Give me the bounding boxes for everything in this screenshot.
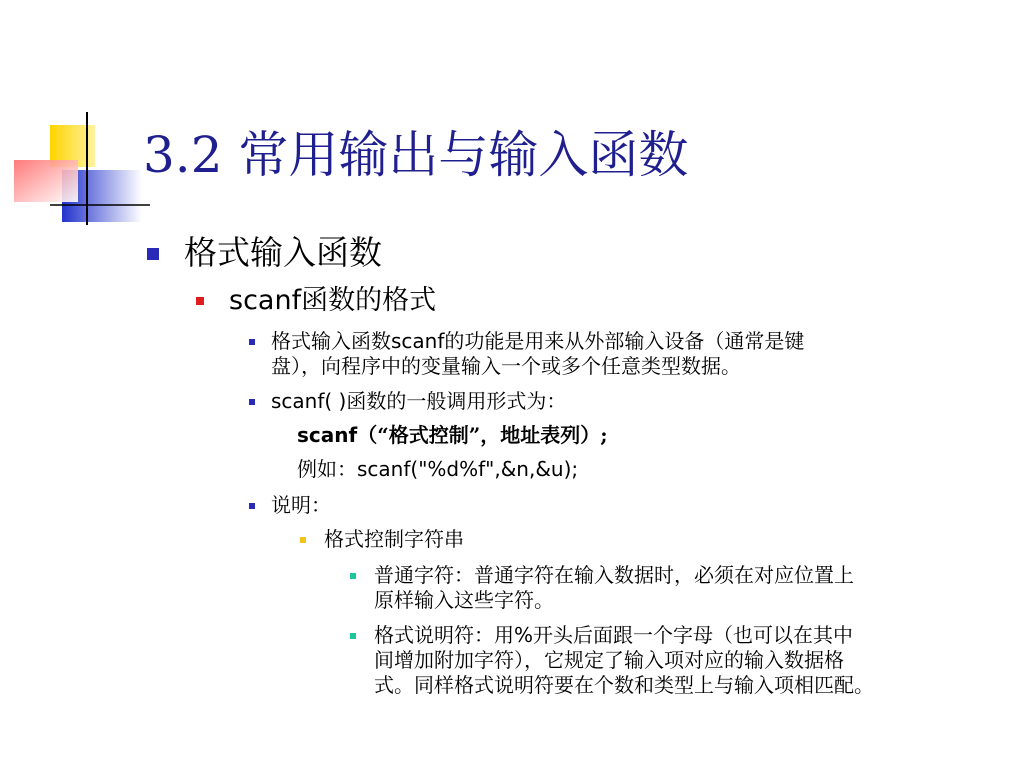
corner-decoration	[0, 0, 150, 240]
text-line-2: 间增加附加字符），它规定了输入项对应的输入数据格	[374, 648, 844, 672]
bullet-ordinary-characters	[350, 563, 854, 613]
bullet-text: 格式控制字符串	[324, 527, 464, 551]
square-bullet-icon	[249, 399, 255, 405]
percent-sign: %	[514, 623, 534, 647]
bullet-explanation	[249, 493, 331, 518]
scanf-call: scanf( )	[271, 389, 347, 413]
example-code: scanf("%d%f",&n,&u);	[357, 457, 579, 481]
bullet-scanf-format	[196, 283, 436, 319]
bullet-text	[374, 623, 874, 698]
bullet-text: 格式输入函数	[184, 233, 382, 272]
bullet-format-specifiers	[350, 623, 874, 698]
text-line-2: 盘），向程序中的变量输入一个或多个任意类型数据。	[271, 354, 741, 378]
bullet-format-input-functions	[147, 232, 382, 274]
text-segment: 格式输入函数	[271, 329, 391, 353]
text-segment: 函数的一般调用形式为：	[346, 389, 567, 413]
text-line-1	[374, 623, 874, 648]
bullet-scanf-general-form	[249, 389, 566, 414]
square-bullet-icon	[249, 339, 255, 345]
square-bullet-icon	[196, 297, 204, 305]
bullet-text: 说明：	[271, 493, 331, 517]
format-text: （“格式控制”，地址表列）;	[357, 423, 608, 447]
bullet-text-rest: 函数的格式	[301, 285, 437, 316]
square-bullet-icon	[350, 573, 356, 579]
scanf-example-line	[297, 457, 578, 482]
square-bullet-icon	[300, 537, 306, 543]
text-segment: 的功能是用来从外部输入设备（通常是键	[444, 329, 805, 353]
text-segment: 开头后面跟一个字母（也可以在其中	[533, 623, 854, 647]
scanf-word: scanf	[391, 329, 445, 353]
bullet-text	[229, 283, 436, 319]
scanf-word: scanf	[297, 423, 358, 447]
square-bullet-icon	[249, 503, 255, 509]
text-line-2: 原样输入这些字符。	[374, 588, 554, 612]
square-bullet-icon	[350, 633, 356, 639]
bullet-format-control-string	[300, 527, 464, 552]
example-label: 例如：	[297, 457, 357, 481]
text-segment: 格式说明符：用	[374, 623, 514, 647]
text-line-3: 式。同样格式说明符要在个数和类型上与输入项相匹配。	[374, 673, 874, 697]
bullet-text	[271, 329, 804, 379]
bullet-scanf-description	[249, 329, 804, 379]
text-line-1: 普通字符：普通字符在输入数据时，必须在对应位置上	[374, 563, 854, 587]
bullet-text	[271, 389, 566, 414]
bullet-text	[374, 563, 854, 613]
scanf-format-line	[297, 423, 608, 448]
scanf-word: scanf	[229, 285, 302, 316]
slide-title: 3.2 常用输出与输入函数	[143, 126, 689, 184]
text-line-1	[271, 329, 804, 354]
square-bullet-icon	[147, 248, 159, 260]
